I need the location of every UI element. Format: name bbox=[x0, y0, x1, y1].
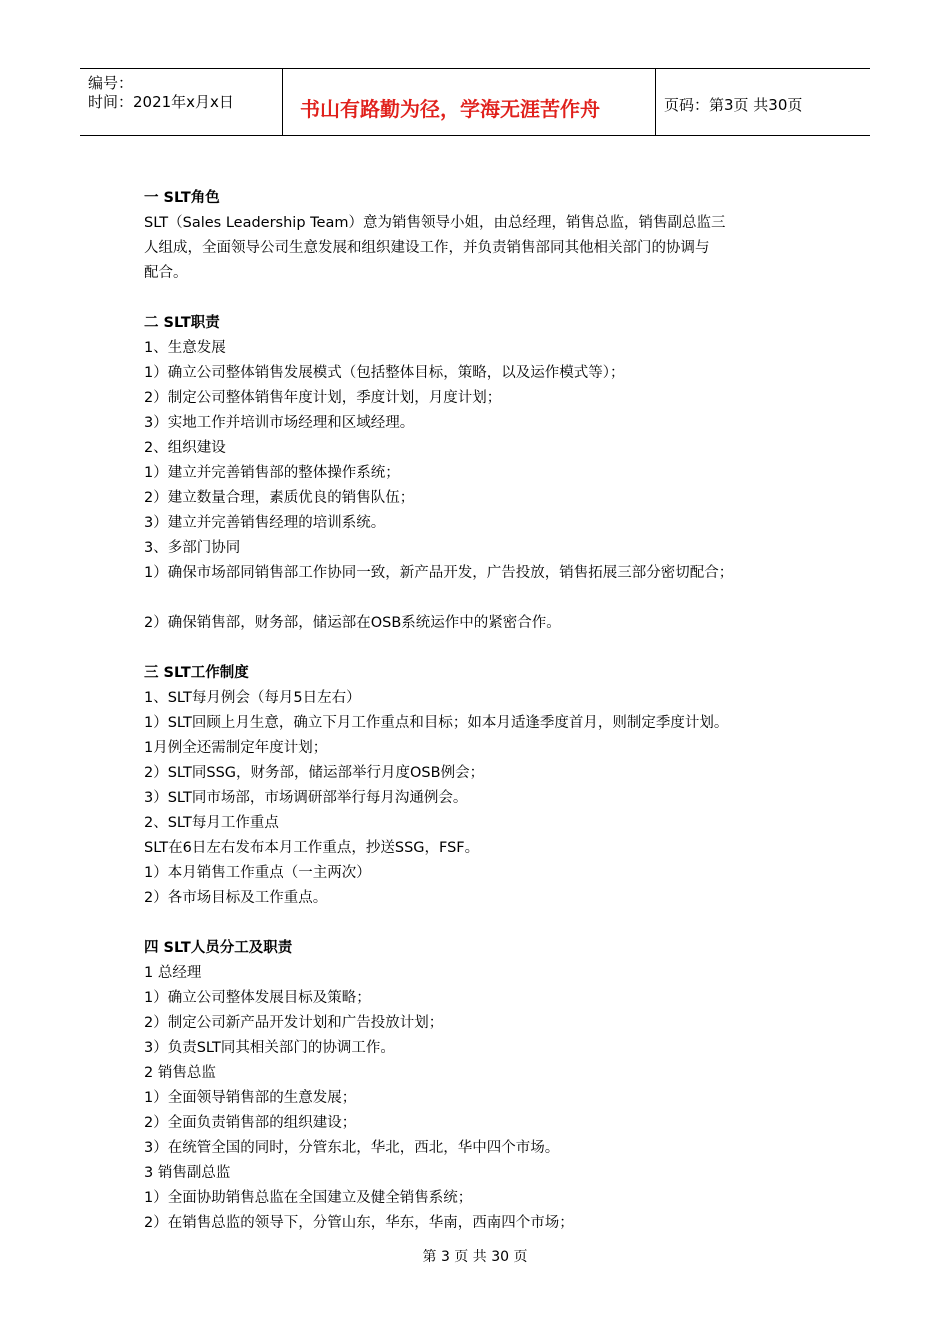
body-line: 1、SLT每月例会（每月5日左右） bbox=[144, 690, 361, 706]
body-line: 3）负责SLT同其相关部门的协调工作。 bbox=[144, 1040, 395, 1056]
body-line: 2）确保销售部，财务部，储运部在OSB系统运作中的紧密合作。 bbox=[144, 615, 561, 631]
body-line: 1）本月销售工作重点（一主两次） bbox=[144, 865, 371, 881]
body-line: SLT（Sales Leadership Team）意为销售领导小姐，由总经理，销售总监，销售副总监三 bbox=[144, 215, 726, 231]
body-line: 3）SLT同市场部，市场调研部举行每月沟通例会。 bbox=[144, 790, 468, 806]
section-heading: 四 SLT人员分工及职责 bbox=[144, 940, 293, 956]
document-body bbox=[144, 186, 834, 1236]
body-line: 1）全面领导销售部的生意发展； bbox=[144, 1090, 357, 1106]
section-heading: 一 SLT角色 bbox=[144, 190, 220, 206]
header-page-info: 页码：第3页 共30页 bbox=[664, 96, 803, 114]
body-line: 3）在统管全国的同时，分管东北，华北，西北，华中四个市场。 bbox=[144, 1140, 560, 1156]
body-line: 2、组织建设 bbox=[144, 440, 226, 456]
blank-line bbox=[144, 911, 834, 936]
body-line: 3 销售副总监 bbox=[144, 1165, 231, 1181]
body-line: 1）确立公司整体销售发展模式（包括整体目标，策略，以及运作模式等）； bbox=[144, 365, 625, 381]
header-divider-left bbox=[282, 68, 283, 135]
body-line: 2）制定公司新产品开发计划和广告投放计划； bbox=[144, 1015, 444, 1031]
body-line: 2、SLT每月工作重点 bbox=[144, 815, 279, 831]
body-line: 2）各市场目标及工作重点。 bbox=[144, 890, 328, 906]
blank-line bbox=[144, 586, 834, 611]
body-line: 3）实地工作并培训市场经理和区域经理。 bbox=[144, 415, 415, 431]
header-bottom-rule bbox=[80, 135, 870, 136]
section-heading: 三 SLT工作制度 bbox=[144, 665, 249, 681]
header-number-label: 编号： bbox=[88, 74, 134, 92]
blank-line bbox=[144, 636, 834, 661]
body-line: 2）在销售总监的领导下，分管山东，华东，华南，西南四个市场； bbox=[144, 1215, 574, 1231]
body-line: 3、多部门协同 bbox=[144, 540, 241, 556]
footer-page-number: 第 3 页 共 30 页 bbox=[422, 1249, 528, 1265]
body-line: 2）建立数量合理，素质优良的销售队伍； bbox=[144, 490, 415, 506]
body-line: 2）制定公司整体销售年度计划，季度计划，月度计划； bbox=[144, 390, 502, 406]
body-line: 2 销售总监 bbox=[144, 1065, 216, 1081]
body-line: 2）SLT同SSG，财务部，储运部举行月度OSB例会； bbox=[144, 765, 485, 781]
body-line: 1）全面协助销售总监在全国建立及健全销售系统； bbox=[144, 1190, 473, 1206]
body-line: 1、生意发展 bbox=[144, 340, 226, 356]
header-time-label: 时间：2021年x月x日 bbox=[88, 93, 234, 111]
body-line: 配合。 bbox=[144, 265, 188, 281]
header-top-rule bbox=[80, 68, 870, 69]
header-divider-right bbox=[655, 68, 656, 135]
body-line: 人组成，全面领导公司生意发展和组织建设工作，并负责销售部同其他相关部门的协调与 bbox=[144, 240, 710, 256]
body-line: 1）确保市场部同销售部工作协同一致，新产品开发，广告投放，销售拓展三部分密切配合； bbox=[144, 565, 734, 581]
body-line: 1）SLT回顾上月生意，确立下月工作重点和目标；如本月适逢季度首月，则制定季度计划。 bbox=[144, 715, 729, 731]
body-line: 1）建立并完善销售部的整体操作系统； bbox=[144, 465, 400, 481]
body-line: 3）建立并完善销售经理的培训系统。 bbox=[144, 515, 386, 531]
body-line: 1月例全还需制定年度计划； bbox=[144, 740, 328, 756]
body-line: 1）确立公司整体发展目标及策略； bbox=[144, 990, 371, 1006]
blank-line bbox=[144, 286, 834, 311]
section-heading: 二 SLT职责 bbox=[144, 315, 220, 331]
header-motto: 书山有路勤为径，学海无涯苦作舟 bbox=[300, 97, 600, 121]
body-line: SLT在6日左右发布本月工作重点，抄送SSG，FSF。 bbox=[144, 840, 480, 856]
body-line: 1 总经理 bbox=[144, 965, 202, 981]
body-line: 2）全面负责销售部的组织建设； bbox=[144, 1115, 357, 1131]
